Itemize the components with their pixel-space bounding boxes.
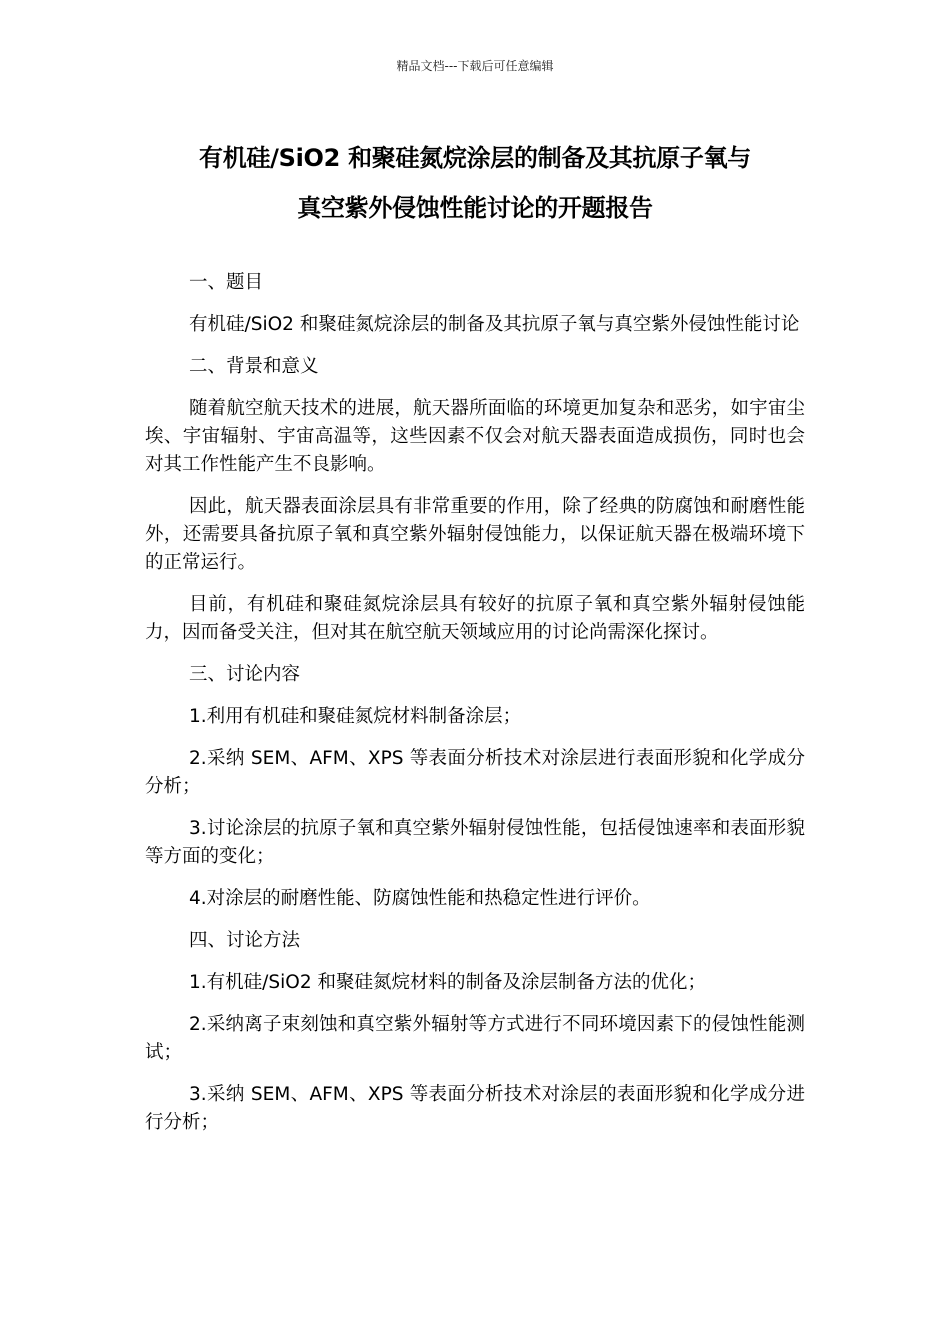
section-heading-content: 三、讨论内容	[189, 664, 301, 685]
background-paragraph: 随着航空航天技术的进展，航天器所面临的环境更加复杂和恶劣，如宇宙尘埃、宇宙辐射、宇宙高温等，这些因素不仅会对航天器表面造成损伤，同时也会对其工作性能产生不良影响。	[145, 398, 805, 475]
method-item: 2.采纳离子束刻蚀和真空紫外辐射等方式进行不同环境因素下的侵蚀性能测试；	[145, 1014, 805, 1063]
title-line-1: 有机硅/SiO2 和聚硅氮烷涂层的制备及其抗原子氧与	[199, 144, 751, 172]
title-line-2: 真空紫外侵蚀性能讨论的开题报告	[297, 194, 653, 222]
page-header: 精品文档---下载后可任意编辑	[396, 59, 554, 73]
method-item: 3.采纳 SEM、AFM、XPS 等表面分析技术对涂层的表面形貌和化学成分进行分析；	[145, 1084, 805, 1133]
document-body	[145, 269, 805, 1151]
background-paragraph: 目前，有机硅和聚硅氮烷涂层具有较好的抗原子氧和真空紫外辐射侵蚀能力，因而备受关注，但对其在航空航天领域应用的讨论尚需深化探讨。	[145, 594, 805, 643]
content-item: 1.利用有机硅和聚硅氮烷材料制备涂层；	[189, 706, 522, 727]
section-heading-topic: 一、题目	[189, 272, 264, 293]
topic-text: 有机硅/SiO2 和聚硅氮烷涂层的制备及其抗原子氧与真空紫外侵蚀性能讨论	[189, 314, 800, 335]
content-item: 2.采纳 SEM、AFM、XPS 等表面分析技术对涂层进行表面形貌和化学成分分析；	[145, 748, 805, 797]
section-heading-background: 二、背景和意义	[189, 356, 319, 377]
method-item: 1.有机硅/SiO2 和聚硅氮烷材料的制备及涂层制备方法的优化；	[189, 972, 706, 993]
content-item: 3.讨论涂层的抗原子氧和真空紫外辐射侵蚀性能，包括侵蚀速率和表面形貌等方面的变化；	[145, 818, 805, 867]
content-item: 4.对涂层的耐磨性能、防腐蚀性能和热稳定性进行评价。	[189, 888, 651, 909]
document-title	[110, 133, 840, 233]
section-heading-methods: 四、讨论方法	[189, 930, 301, 951]
background-paragraph: 因此，航天器表面涂层具有非常重要的作用，除了经典的防腐蚀和耐磨性能外，还需要具备抗原子氧和真空紫外辐射侵蚀能力，以保证航天器在极端环境下的正常运行。	[145, 496, 805, 573]
